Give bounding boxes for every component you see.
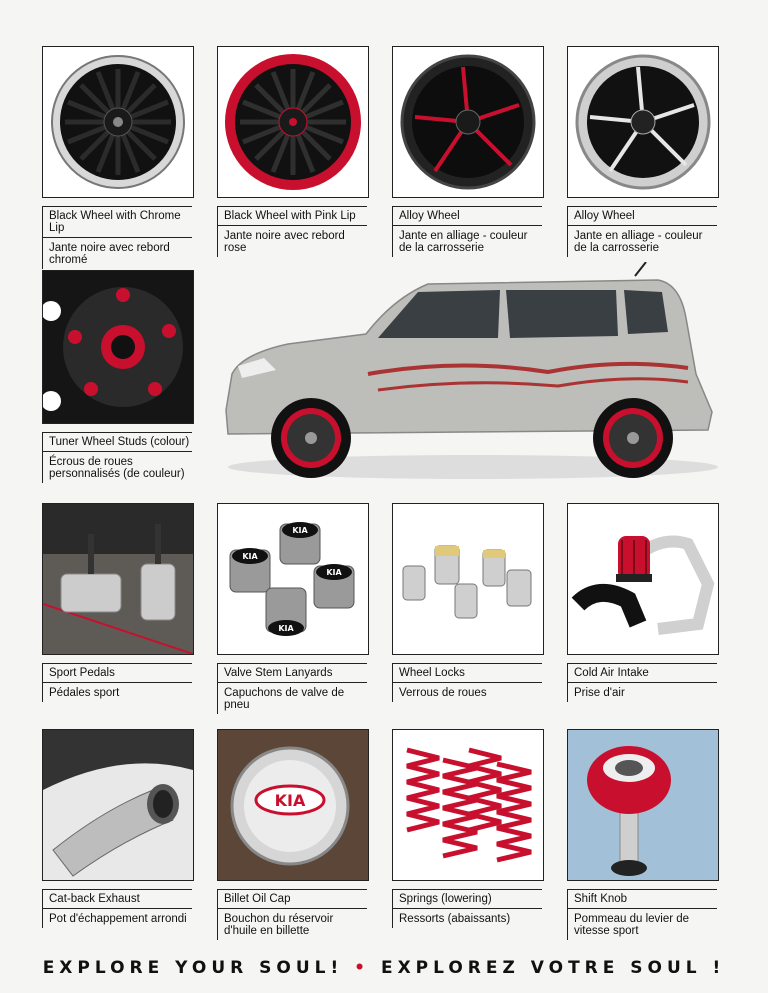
tagline-fr: EXPLOREZ VOTRE SOUL !	[380, 958, 726, 978]
caption-en-wheel-studs: Tuner Wheel Studs (colour)	[42, 432, 192, 452]
wheel-locks-icon	[393, 504, 543, 654]
caption-en-exhaust: Cat-back Exhaust	[42, 889, 192, 909]
product-photo-black-chrome-wheel	[42, 46, 194, 198]
car-icon	[218, 262, 718, 492]
product-photo-springs	[392, 729, 544, 881]
product-photo-alloy-wheel-silver	[567, 46, 719, 198]
caption-en-alloy-wheel-red: Alloy Wheel	[392, 206, 542, 226]
caption-en-alloy-wheel-silver: Alloy Wheel	[567, 206, 717, 226]
product-photo-exhaust	[42, 729, 194, 881]
tagline-separator: •	[354, 958, 371, 978]
svg-text:KIA: KIA	[278, 624, 294, 633]
kia-badge-text: KIA	[274, 791, 306, 810]
valve-caps-icon	[218, 504, 368, 654]
oil-cap-icon	[218, 730, 368, 880]
caption-fr-exhaust: Pot d'échappement arrondi	[42, 909, 192, 928]
product-photo-alloy-wheel-red	[392, 46, 544, 198]
product-photo-wheel-locks	[392, 503, 544, 655]
caption-en-shift-knob: Shift Knob	[567, 889, 717, 909]
shift-knob-icon	[568, 730, 718, 880]
caption-fr-alloy-wheel-red: Jante en alliage - couleur de la carrosserie	[392, 226, 542, 257]
caption-en-sport-pedals: Sport Pedals	[42, 663, 192, 683]
caption-fr-wheel-locks: Verrous de roues	[392, 683, 542, 702]
wheel-studs-icon	[43, 271, 193, 423]
product-photo-wheel-studs	[42, 270, 194, 424]
alloy-wheel-red-icon	[393, 47, 543, 197]
air-intake-icon	[568, 504, 718, 654]
caption-fr-black-chrome-wheel: Jante noire avec rebord chromé	[42, 238, 192, 269]
svg-text:KIA: KIA	[242, 552, 258, 561]
svg-text:KIA: KIA	[292, 526, 308, 535]
caption-en-black-chrome-wheel: Black Wheel with Chrome Lip	[42, 206, 192, 238]
caption-en-valve-caps: Valve Stem Lanyards	[217, 663, 367, 683]
exhaust-icon	[43, 730, 193, 880]
caption-fr-alloy-wheel-silver: Jante en alliage - couleur de la carrosserie	[567, 226, 717, 257]
tagline-en: EXPLORE YOUR SOUL!	[42, 958, 344, 978]
product-photo-shift-knob	[567, 729, 719, 881]
product-photo-air-intake	[567, 503, 719, 655]
caption-fr-black-pink-wheel: Jante noire avec rebord rose	[217, 226, 367, 257]
alloy-wheel-silver-icon	[568, 47, 718, 197]
tagline	[0, 958, 768, 978]
product-photo-valve-caps	[217, 503, 369, 655]
wheel-pink-lip-icon	[218, 47, 368, 197]
caption-fr-sport-pedals: Pédales sport	[42, 683, 192, 702]
svg-text:KIA: KIA	[326, 568, 342, 577]
caption-fr-shift-knob: Pommeau du levier de vitesse sport	[567, 909, 717, 940]
product-photo-sport-pedals	[42, 503, 194, 655]
caption-en-air-intake: Cold Air Intake	[567, 663, 717, 683]
caption-en-black-pink-wheel: Black Wheel with Pink Lip	[217, 206, 367, 226]
wheel-chrome-lip-icon	[43, 47, 193, 197]
pedals-icon	[43, 504, 193, 654]
caption-fr-springs: Ressorts (abaissants)	[392, 909, 542, 928]
caption-fr-wheel-studs: Écrous de roues personnalisés (de couleur)	[42, 452, 192, 483]
product-photo-oil-cap	[217, 729, 369, 881]
kia-soul-car-image	[218, 262, 718, 492]
caption-fr-oil-cap: Bouchon du réservoir d'huile en billette	[217, 909, 367, 940]
caption-en-oil-cap: Billet Oil Cap	[217, 889, 367, 909]
caption-fr-air-intake: Prise d'air	[567, 683, 717, 702]
caption-fr-valve-caps: Capuchons de valve de pneu	[217, 683, 367, 714]
product-photo-black-pink-wheel	[217, 46, 369, 198]
caption-en-springs: Springs (lowering)	[392, 889, 542, 909]
caption-en-wheel-locks: Wheel Locks	[392, 663, 542, 683]
springs-icon	[393, 730, 543, 880]
